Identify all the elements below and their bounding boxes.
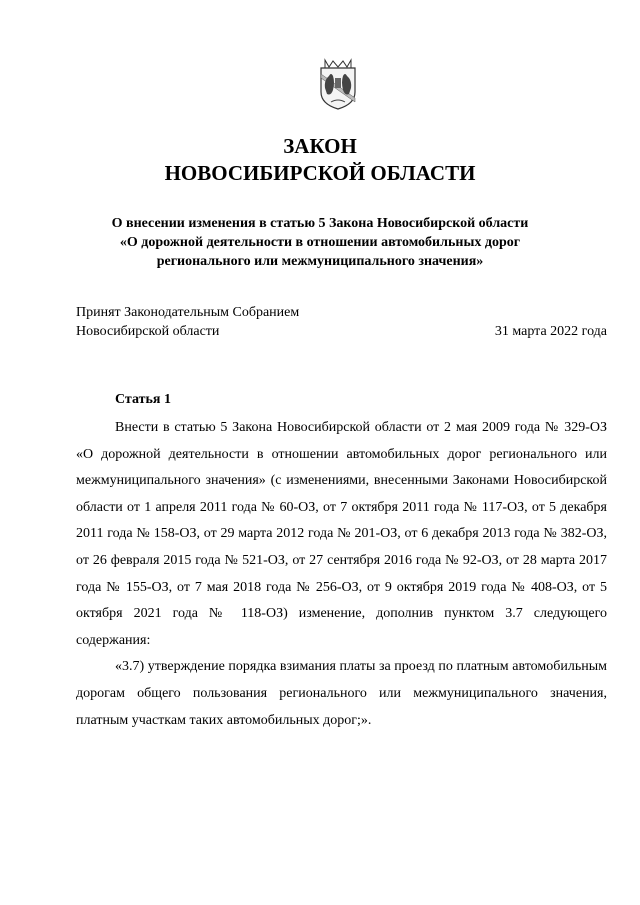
article-body (76, 415, 607, 734)
article-paragraph-2: «3.7) утверждение порядка взимания платы за проезд по платным автомобильным дорогам общего пользования регионального или межмуниципального значения, платным участкам таких автомобильных дорог;». (76, 659, 607, 728)
adoption-line2: Новосибирской области (76, 324, 220, 339)
law-subject-line3: регионального или межмуниципального значения» (156, 254, 484, 269)
adoption-date: 31 марта 2022 года (494, 324, 607, 339)
law-subject-line2: «О дорожной деятельности в отношении автомобильных дорог (119, 235, 521, 250)
law-title-line2: НОВОСИБИРСКОЙ ОБЛАСТИ (164, 161, 476, 185)
law-title-line1: ЗАКОН (283, 134, 357, 158)
article-paragraph-1: Внести в статью 5 Закона Новосибирской области от 2 мая 2009 года № 329-ОЗ «О дорожной деятельности в отношении автомобильных дорог регионального или межмуниципального значения» (с изменениями, внесенными Законами Новосибирской области от 1 апреля 2011 года № 60-ОЗ, от 7 октября 2011 года № 117-ОЗ, от 5 декабря 2011 года № 158-ОЗ, от 29 марта 2012 года № 201-ОЗ, от 6 декабря 2013 года № 382-ОЗ, от 26 февраля 2015 года № 521-ОЗ, от 27 сентября 2016 года № 92-ОЗ, от 28 марта 2017 года № 155-ОЗ, от 7 мая 2018 года № 256-ОЗ, от 9 октября 2019 года № 408-ОЗ, от 5 октября 2021 года № 118-ОЗ) изменение, дополнив пунктом 3.7 следующего содержания: (76, 420, 607, 648)
adoption-line1: Принят Законодательным Собранием (76, 305, 300, 320)
law-subject-line1: О внесении изменения в статью 5 Закона Новосибирской области (111, 216, 529, 231)
coat-of-arms-icon (317, 58, 359, 110)
article-heading: Статья 1 (115, 392, 171, 407)
